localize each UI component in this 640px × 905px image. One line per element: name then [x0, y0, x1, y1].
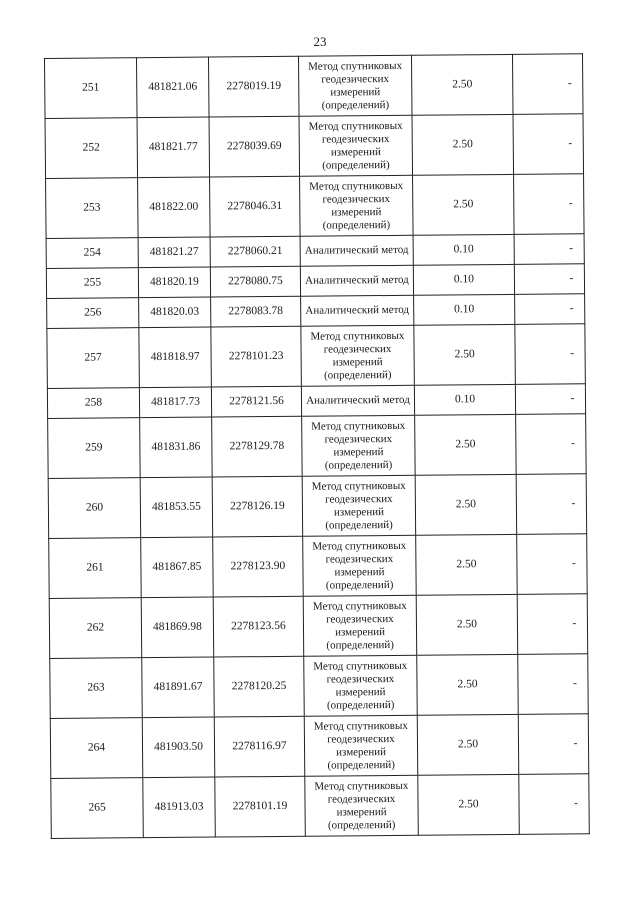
note-cell: - [513, 114, 584, 175]
note-cell: - [516, 474, 587, 535]
table-row [45, 54, 584, 119]
coord-y-cell: 2278101.19 [215, 776, 306, 837]
method-cell: Аналитический метод [300, 265, 413, 296]
coord-x-cell: 481891.67 [142, 657, 215, 718]
table-row [49, 534, 588, 599]
method-cell: Метод спутниковых геодезических измерений (определений) [303, 595, 417, 656]
coord-x-cell: 481820.03 [139, 297, 211, 328]
point-number-cell: 258 [47, 388, 139, 419]
coord-y-cell: 2278080.75 [210, 266, 300, 297]
accuracy-cell: 2.50 [414, 324, 516, 385]
coord-x-cell: 481913.03 [143, 777, 216, 838]
note-cell: - [515, 384, 585, 415]
table-row [48, 414, 587, 479]
coordinates-table-body [45, 54, 590, 839]
coord-x-cell: 481822.00 [138, 177, 211, 238]
point-number-cell: 251 [45, 58, 138, 119]
method-cell: Метод спутниковых геодезических измерений (определений) [302, 415, 416, 476]
accuracy-cell: 2.50 [411, 54, 513, 115]
coord-x-cell: 481831.86 [140, 417, 213, 478]
page-number: 23 [313, 34, 327, 49]
table-row [46, 174, 585, 239]
point-number-cell: 263 [50, 658, 143, 719]
note-cell: - [518, 654, 589, 715]
method-cell: Метод спутниковых геодезических измерений (определений) [304, 715, 418, 776]
coord-x-cell: 481818.97 [139, 327, 212, 388]
table-row [47, 324, 586, 389]
point-number-cell: 257 [47, 328, 140, 389]
accuracy-cell: 2.50 [417, 654, 519, 715]
note-cell: - [519, 774, 590, 835]
method-cell: Метод спутниковых геодезических измерений (определений) [304, 655, 418, 716]
method-cell: Метод спутниковых геодезических измерений (определений) [303, 535, 417, 596]
method-cell: Метод спутниковых геодезических измерений (определений) [299, 115, 413, 176]
accuracy-cell: 0.10 [413, 234, 514, 265]
coordinates-table [44, 53, 590, 839]
point-number-cell: 253 [46, 178, 139, 239]
point-number-cell: 252 [45, 118, 138, 179]
table-row [46, 234, 584, 269]
accuracy-cell: 0.10 [414, 294, 515, 325]
method-cell: Аналитический метод [301, 385, 414, 416]
table-row [46, 264, 584, 299]
coord-y-cell: 2278083.78 [211, 296, 301, 327]
coord-y-cell: 2278116.97 [214, 716, 305, 777]
coord-y-cell: 2278019.19 [208, 56, 299, 117]
note-cell: - [515, 294, 585, 325]
coord-y-cell: 2278060.21 [210, 236, 300, 267]
method-cell: Метод спутниковых геодезических измерений (определений) [301, 325, 415, 386]
method-cell: Метод спутниковых геодезических измерений (определений) [302, 475, 416, 536]
note-cell: - [516, 414, 587, 475]
accuracy-cell: 2.50 [416, 594, 518, 655]
coord-y-cell: 2278046.31 [210, 176, 301, 237]
point-number-cell: 260 [48, 478, 141, 539]
note-cell: - [518, 714, 589, 775]
method-cell: Метод спутниковых геодезических измерений (определений) [298, 55, 412, 116]
table-row [51, 774, 590, 839]
coord-x-cell: 481817.73 [139, 387, 211, 418]
accuracy-cell: 2.50 [413, 174, 515, 235]
accuracy-cell: 2.50 [415, 414, 517, 475]
point-number-cell: 256 [47, 298, 139, 329]
coord-x-cell: 481821.06 [137, 57, 210, 118]
accuracy-cell: 2.50 [416, 534, 518, 595]
note-cell: - [517, 594, 588, 655]
point-number-cell: 259 [48, 418, 141, 479]
coord-x-cell: 481869.98 [141, 597, 214, 658]
method-cell: Метод спутниковых геодезических измерений (определений) [305, 775, 419, 836]
note-cell: - [514, 174, 585, 235]
coord-y-cell: 2278121.56 [211, 386, 301, 417]
accuracy-cell: 2.50 [418, 774, 520, 835]
note-cell: - [517, 534, 588, 595]
coord-y-cell: 2278123.56 [213, 596, 304, 657]
coord-y-cell: 2278129.78 [212, 416, 303, 477]
method-cell: Аналитический метод [301, 295, 414, 326]
accuracy-cell: 2.50 [415, 474, 517, 535]
coord-x-cell: 481821.27 [138, 237, 210, 268]
table-row [48, 474, 587, 539]
point-number-cell: 264 [50, 718, 143, 779]
note-cell: - [514, 234, 584, 265]
coord-y-cell: 2278120.25 [214, 656, 305, 717]
note-cell: - [512, 54, 583, 115]
coord-y-cell: 2278039.69 [209, 116, 300, 177]
method-cell: Метод спутниковых геодезических измерений (определений) [300, 175, 414, 236]
coord-x-cell: 481821.77 [137, 117, 210, 178]
point-number-cell: 255 [46, 268, 138, 299]
table-row [50, 714, 589, 779]
coord-y-cell: 2278126.19 [212, 476, 303, 537]
point-number-cell: 265 [51, 778, 144, 839]
coord-x-cell: 481867.85 [141, 537, 214, 598]
coord-y-cell: 2278101.23 [211, 326, 302, 387]
table-row [50, 654, 589, 719]
point-number-cell: 262 [49, 598, 142, 659]
coord-y-cell: 2278123.90 [213, 536, 304, 597]
accuracy-cell: 2.50 [412, 114, 514, 175]
accuracy-cell: 0.10 [413, 264, 514, 295]
table-row [47, 384, 585, 419]
coord-x-cell: 481820.19 [138, 267, 210, 298]
coord-x-cell: 481853.55 [140, 477, 213, 538]
table-row [47, 294, 585, 329]
point-number-cell: 261 [49, 538, 142, 599]
note-cell: - [514, 264, 584, 295]
method-cell: Аналитический метод [300, 235, 413, 266]
point-number-cell: 254 [46, 238, 138, 269]
accuracy-cell: 2.50 [417, 714, 519, 775]
table-row [49, 594, 588, 659]
table-row [45, 114, 584, 179]
coord-x-cell: 481903.50 [142, 717, 215, 778]
accuracy-cell: 0.10 [414, 384, 515, 415]
note-cell: - [515, 324, 586, 385]
